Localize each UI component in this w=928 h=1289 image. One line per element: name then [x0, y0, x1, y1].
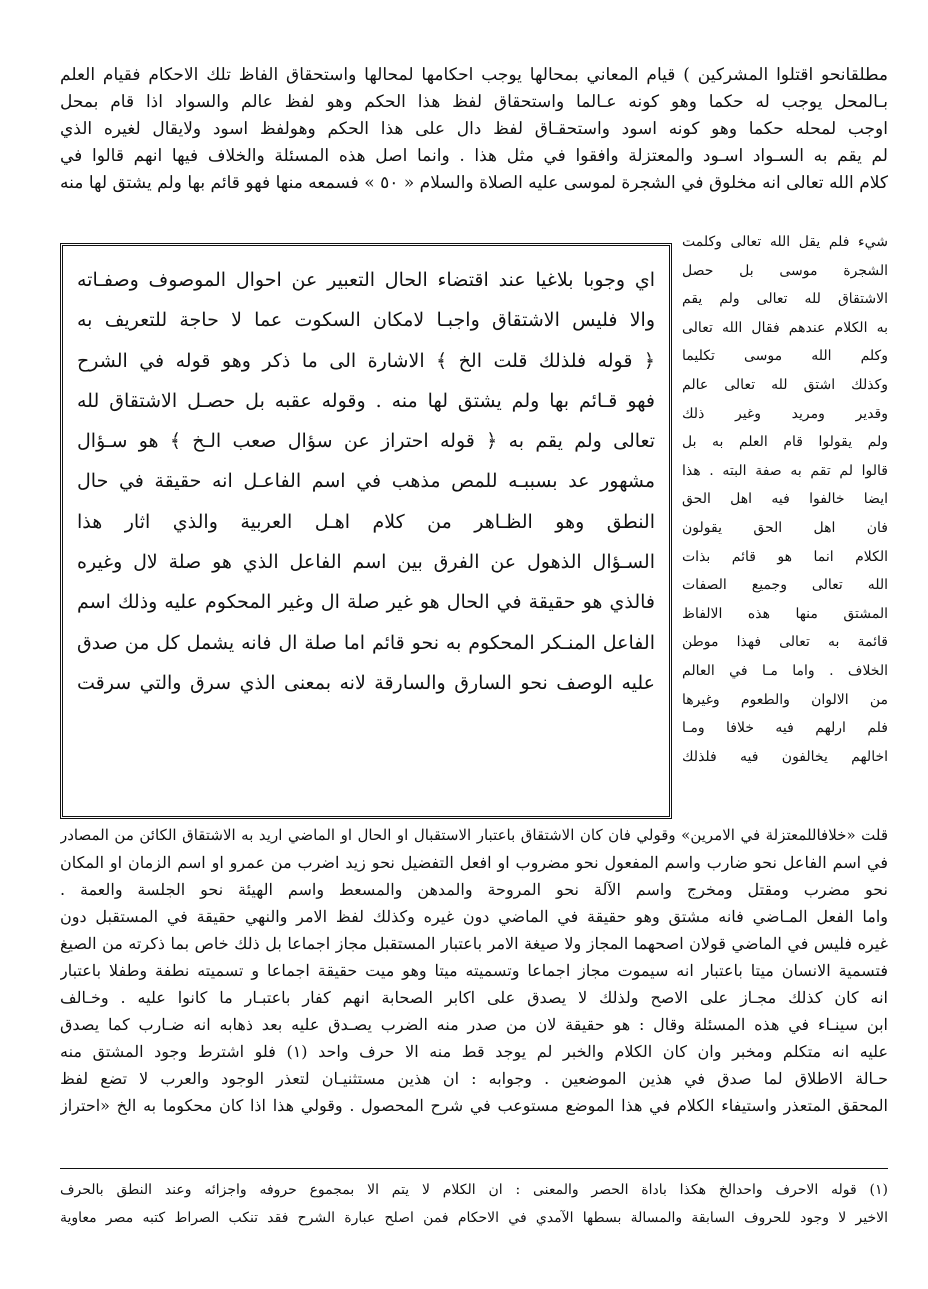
text-line: وكلم الله موسى تكليما [682, 348, 888, 365]
commentary-line: مشهور عد بسببـه للمص مذهب في اسم الفاعـل انه حقيقة في حال [77, 470, 655, 493]
text-line: وكذلك اشتق لله تعالى عالم [682, 376, 888, 393]
text-line: قائمة به تعالى فهذا موطن [682, 634, 888, 651]
text-line: مطلقانحو اقتلوا المشركين ) قيام المعاني بمحالها يوجب احكامها لمحالها واستحقاق الفاظ تلك الاحكام فقيام العلم [60, 65, 888, 85]
text-line: ولم يقولوا قام العلم به بل [682, 434, 888, 451]
commentary-line: عليه الوصف نحو السارق والسارقة لانه بمعنى الذي سرق والتي سرقت [77, 671, 655, 694]
main-text-bottom [60, 822, 888, 1119]
main-text-top [60, 62, 888, 197]
commentary-line: والا فليس الاشتقاق واجبـا لامكان السكوت عما لا حاجة للتعريف به [77, 309, 655, 332]
text-line: اوجب لمحله حكما وهو كونه اسود واستحقـاق لفظ دال على هذا الحكم وهولفظ اسود ولايقال لغيره الذي [60, 119, 888, 139]
text-line: الله تعالى وجميع الصفات [682, 577, 888, 594]
text-line: قالوا لم تقم به صفة البته . هذا [682, 462, 888, 479]
text-line: فلم ارلهم فيه خلافا ومـا [682, 720, 888, 737]
text-line: فتسمية الانسان ميتا باعتبار انه سيموت مجاز اجماعا وتسميته ميتا وهو ميت حقيقة اجماعا و تسميته نطفة وطفلا باعتبار [60, 961, 888, 980]
text-line: حـالة الاطلاق لما صدق في هذين الموضعين . وجوابه : ان هذين مستثنيـان لتعذر الوجود والعرب لا تضع لفظ [60, 1069, 888, 1088]
text-line: الخلاف . واما مـا في العالم [682, 662, 888, 679]
footnote-divider [60, 1168, 888, 1169]
text-line: انه كان كذلك مجـاز على الاصح ولذلك لا يصدق على اكابر الصحابة انهم كفار باعتبـار ما كانوا عليه . وخـالف [60, 988, 888, 1007]
text-line: عليه انه متكلم ومخبر وان كان الكلام والخبر لم يوجد قط منه الا حرف واحد (١) فلو اشترط وجود المشتق منه [60, 1042, 888, 1061]
text-line: الاشتقاق لله تعالى ولم يقم [682, 291, 888, 308]
text-line: كلام الله تعالى انه مخلوق في الشجرة لموسى عليه الصلاة والسلام « ٥٠ » فسمعه منها فهو قائم بها ولم يشتق لها منه [60, 173, 888, 193]
commentary-line: السـؤال الذهول عن الفرق بين اسم الفاعل الذي هو صلة لال وغيره [77, 551, 655, 574]
commentary-box [60, 243, 672, 819]
text-line: به الكلام عندهم فقال الله تعالى [682, 319, 888, 336]
footnotes [60, 1176, 888, 1232]
commentary-line: اي وجوبا بلاغيا عند اقتضاء الحال التعبير عن احوال الموصوف وصفـاته [77, 269, 655, 291]
text-line: الكلام انما هو قائم بذات [682, 548, 888, 565]
text-line: من الالوان والطعوم وغيرها [682, 691, 888, 708]
text-line: فان اهل الحق يقولون [682, 519, 888, 536]
text-line: بـالمحل يوجب له حكما وهو كونه عـالما واستحقاق لفظ هذا الحكم وهو لفظ عالم والسواد اذا قام بمحل [60, 92, 888, 112]
commentary-line: تعالى ولم يقم به ﴿ قوله احتراز عن سؤال صعب الـخ ﴾ هو سـؤال [77, 430, 655, 453]
text-line: اخالهم يخالفون فيه فلذلك [682, 748, 888, 765]
text-line: في اسم الفاعل نحو ضارب واسم المفعول نحو مضروب او افعل التفضيل نحو زيد اضرب من عمرو او اسم الزمان او المكان [60, 853, 888, 872]
footnote-line: الاخير لا وجود للحروف السابقة والمسالة بسطها الآمدي في الاحكام فمن اصلح عبارة الشرح فقد تنكب الصراط كتبه مصر معاوية [60, 1210, 888, 1226]
text-line: غيره فليس في الماضي قولان اصحهما المجاز ولا صيغة الامر باعتبار المستقبل مجاز اجماعا بل ذلك خاص بما ذكرته من الصيغ [60, 934, 888, 953]
text-line: واما الفعل المـاضي فانه مشتق وهو حقيقة في الماضي دون غيره وكذلك لفظ الامر والنهي حقيقة في المستقبل دون [60, 907, 888, 926]
footnote-line: (١) قوله الاحرف واحدالخ هكذا باداة الحصر والمعنى : ان الكلام لا يتم الا بمجموع حروفه واجزائه وعند النطق بالحرف [60, 1182, 888, 1198]
commentary-line: فهو قـائم بها ولم يشتق لها منه . وقوله عقبه بل حصـل الاشتقاق لله [77, 389, 655, 412]
text-line: ايضا خالفوا فيه اهل الحق [682, 491, 888, 508]
commentary-line: فالذي هو حقيقة في الحال هو غير صلة ال وغير المحكوم عليه وذلك اسم [77, 591, 655, 614]
text-line: ابن سينـاء في هذه المسئلة وقال : هو حقيقة لان من صدر منه الضرب يصـدق عليه بعد ذهابه انه ضـارب كما يصدق [60, 1015, 888, 1034]
commentary-line: الفاعل المنـكر المحكوم به نحو قائم اما صلة ال فانه يشمل كل من صدق [77, 631, 655, 654]
commentary-line: ﴿ قوله فلذلك قلت الخ ﴾ الاشارة الى ما ذكر وهو قوله في الشرح [77, 349, 655, 372]
text-line: شيء فلم يقل الله تعالى وكلمت [682, 234, 888, 250]
main-text-side-column [682, 228, 888, 771]
commentary-line: النطق وهو الظـاهر من كلام اهـل العربية والذي اثار هذا [77, 510, 655, 533]
text-line: قلت «خلافاللمعتزلة في الامرين» وقولي فان كان الاشتقاق باعتبار الاستقبال او الحال او الماضي اريد به الاشتقاق الكائن من المصادر [60, 826, 888, 844]
text-line: المشتق منها هذه الالفاظ [682, 605, 888, 622]
text-line: وقدير ومريد وغير ذلك [682, 405, 888, 422]
text-line: الشجرة موسى بل حصل [682, 262, 888, 279]
text-line: لم يقم به السـواد اسـود والمعتزلة وافقوا في مثل هذا . وانما اصل هذه المسئلة والخلاف فيها انهم قالوا في [60, 146, 888, 166]
text-line: المحقق المتعذر واستيفاء الكلام في هذا الموضع مستوعب في شرح المحصول . وقولي هذا اذا كان محكوما به الخ «احتراز [60, 1096, 888, 1115]
text-line: نحو مضرب ومقتل ومخرج واسم الآلة نحو المروحة والمدهن والمسعط واسم الهيئة نحو الجلسة والعمة . [60, 880, 888, 899]
